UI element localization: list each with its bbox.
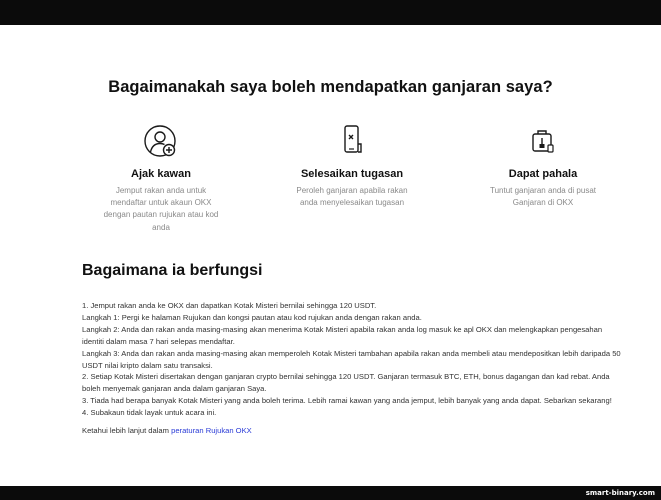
user-add-icon [141,122,181,162]
rule-line: 1. Jemput rakan anda ke OKX dan dapatkan Kotak Misteri bernilai sehingga 120 USDT. [82,301,377,310]
rule-line: Langkah 2: Anda dan rakan anda masing-masing akan menerima Kotak Misteri apabila rakan anda log masuk ke apl OKX dan melengkapkan pengesahan identiti dalam masa 7 hari selepas mendaftar. [82,324,603,346]
step-title: Dapat pahala [508,168,578,180]
step-title: Selesaikan tugasan [300,168,404,180]
how-it-works-body [82,300,622,419]
rule-line: Langkah 1: Pergi ke halaman Rujukan dan kongsi pautan atau kod rujukan anda dengan rakan anda. [82,312,422,322]
referral-rules-link[interactable]: peraturan Rujukan OKX [171,426,252,435]
mobile-task-icon [332,122,372,162]
step-title: Ajak kawan [131,168,191,180]
learn-more-text: Ketahui lebih lanjut dalam [82,426,169,435]
learn-more-line [82,425,252,436]
reward-lock-icon [523,122,563,162]
how-it-works-title: Bagaimana ia berfungsi [82,262,263,279]
rule-line: 3. Tiada had berapa banyak Kotak Misteri yang anda boleh terima. Lebih ramai kawan yang anda jemput, lebih banyak yang anda dapat. Sebarkan sekarang! [82,396,612,406]
bottom-black-bar [0,486,661,500]
watermark: smart-binary.com [585,489,655,497]
step-get-reward [458,122,628,209]
step-invite-friends [76,122,246,234]
rule-line: 4. Subakaun tidak layak untuk acara ini. [82,408,217,418]
rule-line: Langkah 3: Anda dan rakan anda masing-masing akan memperoleh Kotak Misteri tambahan apabila rakan anda membeli atau mendepositkan lebih daripada 50 USDT nilai kripto dalam satu transaksi. [82,348,621,370]
rule-line: 2. Setiap Kotak Misteri disertakan dengan ganjaran crypto bernilai sehingga 120 USDT. Ganjaran termasuk BTC, ETH, bonus dagangan dan kad rebat. Anda boleh menyemak ganjaran anda dalam ganjaran Saya. [82,372,610,394]
step-complete-tasks [267,122,437,209]
page-title: Bagaimanakah saya boleh mendapatkan ganjaran saya? [108,78,553,96]
step-description: Jemput rakan anda untuk mendaftar untuk akaun OKX dengan pautan rujukan atau kod anda [103,186,219,232]
step-description: Tuntut ganjaran anda di pusat Ganjaran di OKX [489,186,596,208]
step-description: Peroleh ganjaran apabila rakan anda menyelesaikan tugasan [296,186,408,208]
top-black-bar [0,0,661,25]
